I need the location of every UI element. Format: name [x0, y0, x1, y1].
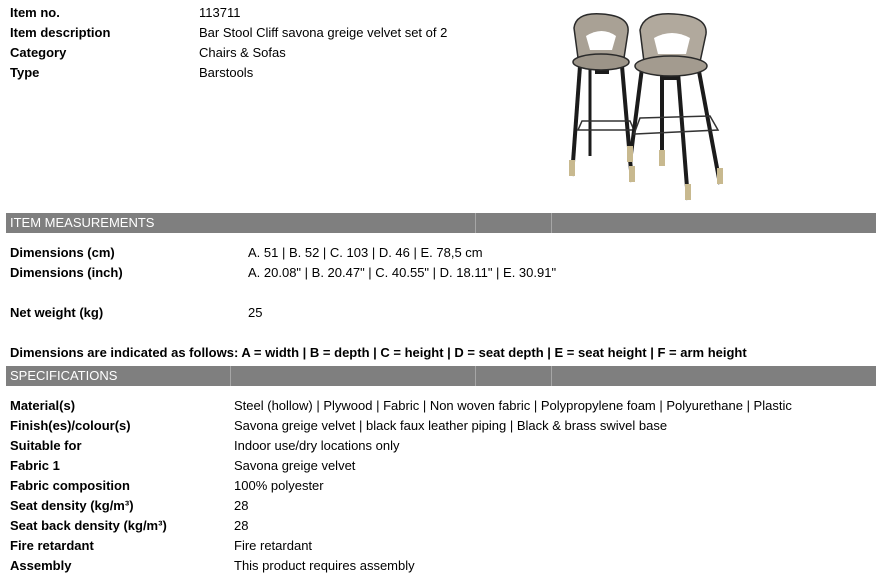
type-value: Barstools	[199, 65, 254, 80]
section-header-item-measurements	[6, 213, 876, 233]
item-no-value: 113711	[199, 5, 241, 20]
dimensions-legend: Dimensions are indicated as follows: A = width | B = depth | C = height | D = seat depth | E = seat height | F = arm height	[10, 345, 747, 360]
spec-label-seat-back-density: Seat back density (kg/m³)	[10, 518, 167, 533]
spec-label-finishes: Finish(es)/colour(s)	[10, 418, 131, 433]
spec-label-materials: Material(s)	[10, 398, 76, 413]
dimensions-cm-value: A. 51 | B. 52 | C. 103 | D. 46 | E. 78,5 cm	[248, 245, 483, 260]
type-label: Type	[10, 65, 40, 80]
category-label: Category	[10, 45, 67, 60]
section-title: SPECIFICATIONS	[10, 368, 118, 383]
spec-label-seat-density: Seat density (kg/m³)	[10, 498, 134, 513]
spec-value-assembly: This product requires assembly	[234, 558, 415, 573]
spec-value-finishes: Savona greige velvet | black faux leather piping | Black & brass swivel base	[234, 418, 668, 433]
spec-value-seat-back-density: 28	[234, 518, 249, 533]
spec-label-fabric-1: Fabric 1	[10, 458, 60, 473]
spec-label-suitable-for: Suitable for	[10, 438, 82, 453]
spec-value-fabric-1: Savona greige velvet	[234, 458, 356, 473]
bar-stool-back	[569, 14, 635, 182]
dimensions-inch-label: Dimensions (inch)	[10, 265, 123, 280]
net-weight-label: Net weight (kg)	[10, 305, 104, 320]
bar-stool-front	[627, 14, 723, 200]
item-no-label: Item no.	[10, 5, 60, 20]
spec-value-seat-density: 28	[234, 498, 249, 513]
spec-label-fabric-composition: Fabric composition	[10, 478, 130, 493]
spec-label-assembly: Assembly	[10, 558, 72, 573]
dimensions-inch-value: A. 20.08" | B. 20.47" | C. 40.55" | D. 18.11" | E. 30.91"	[248, 265, 557, 280]
spec-value-fabric-composition: 100% polyester	[234, 478, 324, 493]
spec-value-suitable-for: Indoor use/dry locations only	[234, 438, 400, 453]
spec-label-fire-retardant: Fire retardant	[10, 538, 94, 553]
item-description-label: Item description	[10, 25, 111, 40]
spec-value-materials: Steel (hollow) | Plywood | Fabric | Non woven fabric | Polypropylene foam | Polyurethane | Plastic	[234, 398, 792, 413]
section-header-specifications	[6, 366, 876, 386]
dimensions-cm-label: Dimensions (cm)	[10, 245, 115, 260]
net-weight-value: 25	[248, 305, 263, 320]
section-title: ITEM MEASUREMENTS	[10, 215, 155, 230]
product-image-bar-stools	[560, 6, 750, 206]
category-value: Chairs & Sofas	[199, 45, 286, 60]
spec-value-fire-retardant: Fire retardant	[234, 538, 313, 553]
item-description-value: Bar Stool Cliff savona greige velvet set of 2	[199, 25, 448, 40]
